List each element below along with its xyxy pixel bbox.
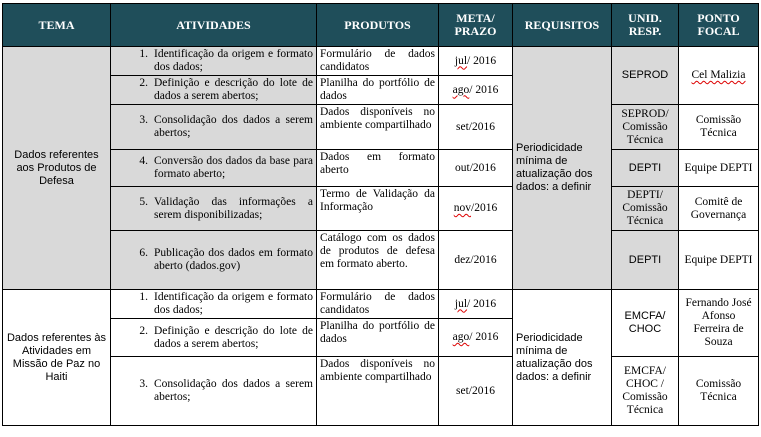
header-ponto bbox=[679, 4, 759, 47]
header-atividades: ATIVIDADES bbox=[111, 4, 317, 47]
activity-cell bbox=[111, 47, 317, 76]
table-row bbox=[3, 47, 759, 76]
header-unid-line2: RESP. bbox=[628, 24, 662, 38]
meta-month: ago bbox=[452, 331, 470, 343]
unid-cell: SEPROD bbox=[612, 47, 679, 105]
unid-cell: EMCFA/ CHOC bbox=[612, 290, 679, 357]
product-cell: Catálogo com os dados de produtos de defesa em formato aberto. bbox=[317, 231, 439, 290]
foco-cell: Equipe DEPTI bbox=[679, 231, 759, 290]
meta-year: /2016 bbox=[471, 202, 498, 214]
activity-text: Identificação da origem e formato dos dados; bbox=[154, 48, 313, 73]
activity-text: Consolidação dos dados a serem abertos; bbox=[154, 114, 313, 139]
foco-text: Cel Malizia bbox=[691, 69, 746, 81]
table-row bbox=[3, 150, 759, 187]
activity-cell bbox=[111, 357, 317, 426]
meta-cell bbox=[439, 150, 513, 187]
foco-cell: Fernando José Afonso Ferreira de Souza bbox=[679, 290, 759, 357]
activity-number: 3. bbox=[139, 114, 148, 126]
activity-cell bbox=[111, 231, 317, 290]
table-row bbox=[3, 105, 759, 150]
header-produtos: PRODUTOS bbox=[317, 4, 439, 47]
activity-number: 4. bbox=[139, 155, 148, 167]
meta-year: / 2016 bbox=[467, 54, 497, 67]
meta-cell bbox=[439, 47, 513, 76]
activity-text: Identificação da origem e formato dos dados; bbox=[154, 291, 313, 316]
foco-cell: Comissão Técnica bbox=[679, 105, 759, 150]
activity-number: 5. bbox=[139, 195, 148, 208]
meta-cell bbox=[439, 290, 513, 319]
header-meta-line2: PRAZO bbox=[454, 24, 497, 38]
meta-year: / 2016 bbox=[469, 331, 499, 343]
meta-cell bbox=[439, 231, 513, 290]
section2-tema: Dados referentes às Atividades em Missão de Paz no Haiti bbox=[3, 290, 111, 426]
unid-cell: DEPTI/ Comissão Técnica bbox=[612, 187, 679, 231]
product-cell: Dados em formato aberto bbox=[317, 150, 439, 187]
header-ponto-line1: PONTO bbox=[697, 11, 740, 25]
activity-number: 1. bbox=[139, 291, 148, 303]
header-tema: TEMA bbox=[3, 4, 111, 47]
product-cell: Dados disponíveis no ambiente compartilhado bbox=[317, 357, 439, 426]
table-row bbox=[3, 231, 759, 290]
unid-cell: SEPROD/ Comissão Técnica bbox=[612, 105, 679, 150]
activity-cell bbox=[111, 290, 317, 319]
meta-cell bbox=[439, 105, 513, 150]
meta-value: out/2016 bbox=[455, 161, 496, 174]
activity-cell bbox=[111, 76, 317, 105]
activity-cell bbox=[111, 150, 317, 187]
section1-requisitos: Periodicidade mínima de atualização dos dados: a definir bbox=[513, 47, 612, 290]
meta-value: set/2016 bbox=[456, 384, 495, 397]
activity-text: Publicação dos dados em formato aberto (dados.gov) bbox=[154, 247, 313, 272]
header-requisitos: REQUISITOS bbox=[513, 4, 612, 47]
product-cell: Formulário de dados candidatos bbox=[317, 47, 439, 76]
foco-cell bbox=[679, 47, 759, 105]
section1-tema: Dados referentes aos Produtos de Defesa bbox=[3, 47, 111, 290]
foco-cell: Comissão Técnica bbox=[679, 357, 759, 426]
foco-cell: Equipe DEPTI bbox=[679, 150, 759, 187]
activity-number: 1. bbox=[139, 48, 148, 60]
product-cell: Planilha do portfólio de dados bbox=[317, 319, 439, 357]
meta-year: / 2016 bbox=[469, 83, 499, 96]
meta-value: set/2016 bbox=[456, 120, 495, 133]
meta-cell bbox=[439, 357, 513, 426]
product-cell: Formulário de dados candidatos bbox=[317, 290, 439, 319]
header-meta-line1: META/ bbox=[456, 11, 495, 25]
unid-cell: DEPTI bbox=[612, 150, 679, 187]
activity-number: 2. bbox=[139, 77, 148, 89]
activity-number: 6. bbox=[139, 247, 148, 259]
activity-text: Conversão dos dados da base para formato aberto; bbox=[154, 155, 313, 180]
product-cell: Termo de Validação da Informação bbox=[317, 187, 439, 231]
activity-text: Validação das informações a serem disponibilizadas; bbox=[154, 195, 313, 221]
header-row bbox=[3, 4, 759, 47]
section2-requisitos: Periodicidade mínima de atualização dos dados: a definir bbox=[513, 290, 612, 426]
product-cell: Dados disponíveis no ambiente compartilhado bbox=[317, 105, 439, 150]
foco-cell: Comitê de Governança bbox=[679, 187, 759, 231]
unid-cell: EMCFA/ CHOC / Comissão Técnica bbox=[612, 357, 679, 426]
activity-number: 2. bbox=[139, 324, 148, 337]
meta-value: dez/2016 bbox=[454, 253, 497, 266]
activity-cell bbox=[111, 319, 317, 357]
meta-year: / 2016 bbox=[467, 297, 497, 310]
activity-text: Definição e descrição do lote de dados a serem abertos; bbox=[154, 324, 313, 350]
table-row bbox=[3, 290, 759, 319]
meta-month: nov bbox=[453, 202, 472, 214]
header-ponto-line2: FOCAL bbox=[697, 24, 740, 38]
header-meta bbox=[439, 4, 513, 47]
header-unid-line1: UNID. bbox=[628, 11, 662, 25]
product-cell: Planilha do portfólio de dados bbox=[317, 76, 439, 105]
activity-text: Consolidação dos dados a serem abertos; bbox=[154, 378, 313, 403]
activity-text: Definição e descrição do lote de dados a serem abertos; bbox=[154, 77, 313, 102]
meta-month: jul bbox=[454, 54, 468, 67]
meta-month: jul bbox=[454, 297, 468, 310]
table-row bbox=[3, 357, 759, 426]
unid-cell: DEPTI bbox=[612, 231, 679, 290]
activity-number: 3. bbox=[139, 378, 148, 390]
activity-cell bbox=[111, 187, 317, 231]
header-unid bbox=[612, 4, 679, 47]
plan-table bbox=[2, 3, 759, 426]
activity-cell bbox=[111, 105, 317, 150]
meta-cell bbox=[439, 76, 513, 105]
table-row bbox=[3, 187, 759, 231]
meta-cell bbox=[439, 187, 513, 231]
meta-cell bbox=[439, 319, 513, 357]
meta-month: ago bbox=[452, 83, 470, 96]
